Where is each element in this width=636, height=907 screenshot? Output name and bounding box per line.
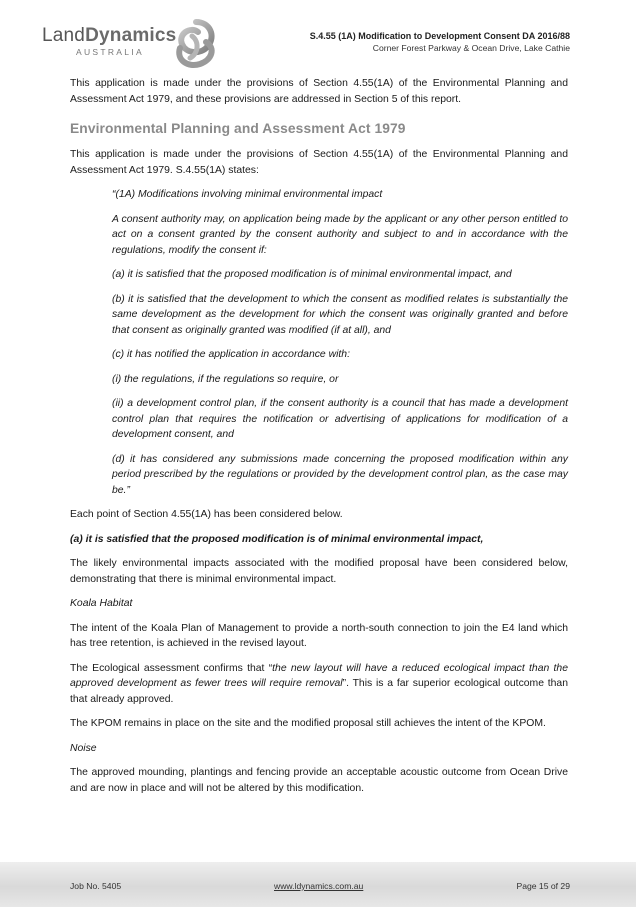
koala-habitat-heading: Koala Habitat <box>70 598 133 609</box>
noise-paragraph: The approved mounding, plantings and fencing provide an acceptable acoustic outcome from Ocean Drive and are now in place and will not be altered by this modification. <box>70 767 568 794</box>
logo-subtitle: AUSTRALIA <box>76 47 144 57</box>
eco-text-pre: The Ecological assessment confirms that “ <box>70 662 273 674</box>
job-number: Job No. 5405 <box>70 881 122 891</box>
logo-word-land: Land <box>42 25 86 46</box>
logo-wordmark <box>42 25 176 47</box>
eco-text-post: ”. This is a far superior ecological outcome than that already approved. <box>70 678 568 705</box>
quote-paragraph: A consent authority may, on application being made by the applicant or any other person entitled to act on a consent granted by the consent authority and subject to and in accordance with the regulations, modify the consent if: <box>112 213 568 256</box>
kpom-paragraph: The KPOM remains in place on the site and the modified proposal still achieves the intent of the KPOM. <box>70 718 546 729</box>
page-number: Page 15 of 29 <box>516 881 570 891</box>
likely-impacts-paragraph: The likely environmental impacts associated with the modified proposal have been considered below, demonstrating that there is minimal environmental impact. <box>70 558 568 585</box>
quote-item-d: (d) it has considered any submissions made concerning the proposed modification within any period prescribed by the regulations or provided by the development control plan, as the case may be.” <box>112 453 568 496</box>
quote-item-c: (c) it has notified the application in accordance with: <box>112 349 350 360</box>
page-body <box>70 76 568 805</box>
quote-item-i: (i) the regulations, if the regulations so require, or <box>112 373 339 385</box>
noise-heading: Noise <box>70 742 97 754</box>
states-paragraph: This application is made under the provisions of Section 4.55(1A) of the Environmental Planning and Assessment Act 1979. S.4.55(1A) states: <box>70 149 568 176</box>
website-link[interactable]: www.ldynamics.com.au <box>274 881 364 891</box>
koala-paragraph: The intent of the Koala Plan of Management to provide a north-south connection to join the E4 land which has tree retention, is achieved in the revised layout. <box>70 622 568 649</box>
ecological-paragraph <box>70 661 568 708</box>
knot-logo-icon <box>170 18 222 70</box>
logo-word-dynamics: Dynamics <box>85 25 177 46</box>
document-reference: S.4.55 (1A) Modification to Development Consent DA 2016/88 <box>309 31 570 41</box>
quote-item-b: (b) it is satisfied that the development to which the consent as modified relates is substantially the same development as the development for which the consent was originally granted and before that consent as originally granted was modified (if at all), and <box>112 293 568 336</box>
page-footer <box>0 862 636 907</box>
subheading-a: (a) it is satisfied that the proposed modification is of minimal environmental impact, <box>70 533 484 545</box>
eco-quote: the new layout will have a reduced ecological impact than the approved development as fewer trees will require removal <box>70 662 568 689</box>
quote-item-ii: (ii) a development control plan, if the consent authority is a council that has made a development control plan that requires the notification or advertising of applications for modification of a development consent, and <box>112 398 568 440</box>
section-heading: Environmental Planning and Assessment Act 1979 <box>70 121 406 136</box>
each-point-paragraph: Each point of Section 4.55(1A) has been considered below. <box>70 509 343 520</box>
quote-item-a: (a) it is satisfied that the proposed modification is of minimal environmental impact, and <box>112 269 512 280</box>
company-logo <box>42 18 242 70</box>
document-header <box>310 30 570 54</box>
quote-title: “(1A) Modifications involving minimal environmental impact <box>112 189 383 200</box>
intro-paragraph: This application is made under the provisions of Section 4.55(1A) of the Environmental Planning and Assessment Act 1979, and these provisions are addressed in Section 5 of this report. <box>70 78 568 105</box>
site-address: Corner Forest Parkway & Ocean Drive, Lake Cathie <box>372 43 570 53</box>
